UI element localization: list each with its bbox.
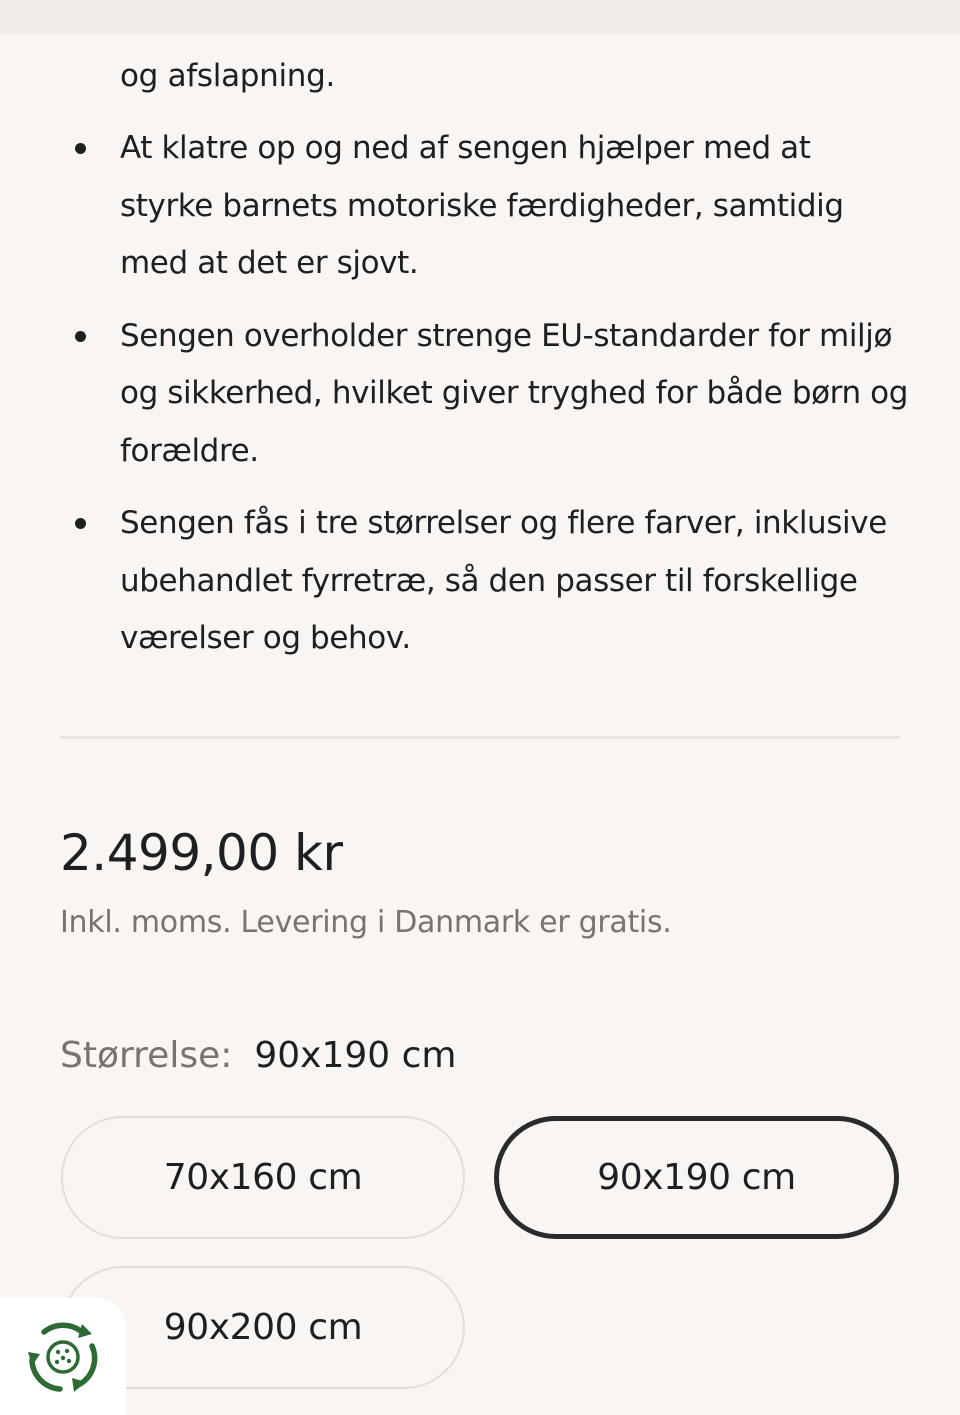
sustainability-badge[interactable]: [0, 1298, 126, 1415]
list-item: [0, 120, 910, 293]
bullet-icon: [75, 518, 86, 529]
list-item: [0, 495, 910, 668]
feature-list: [0, 120, 960, 683]
bullet-icon: [75, 331, 86, 342]
list-item: [0, 308, 910, 481]
description-continued-text: og afslapning.: [120, 58, 336, 94]
divider: [60, 736, 900, 739]
size-label: Størrelse:: [60, 1035, 233, 1076]
tax-shipping-note: Inkl. moms. Levering i Danmark er gratis.: [60, 905, 672, 940]
list-item-text: Sengen fås i tre størrelser og flere farver, inklusive ubehandlet fyrretræ, så den passer til forskellige værelser og behov.: [120, 505, 887, 656]
selected-size-value: 90x190 cm: [254, 1035, 457, 1076]
bullet-icon: [75, 143, 86, 154]
list-item-text: At klatre op og ned af sengen hjælper med at styrke barnets motoriske færdigheder, samtidig med at det er sjovt.: [120, 130, 844, 281]
top-bar: [0, 0, 960, 34]
size-option-90x200[interactable]: 90x200 cm: [61, 1266, 465, 1389]
list-item-text: Sengen overholder strenge EU-standarder for miljø og sikkerhed, hvilket giver tryghed for både børn og forældre.: [120, 317, 909, 469]
price: 2.499,00 kr: [60, 824, 343, 882]
size-option-90x190[interactable]: 90x190 cm: [494, 1116, 899, 1239]
size-selector-label: [60, 1032, 457, 1080]
recycle-seal-icon: [20, 1314, 106, 1400]
size-option-70x160[interactable]: 70x160 cm: [61, 1116, 465, 1239]
